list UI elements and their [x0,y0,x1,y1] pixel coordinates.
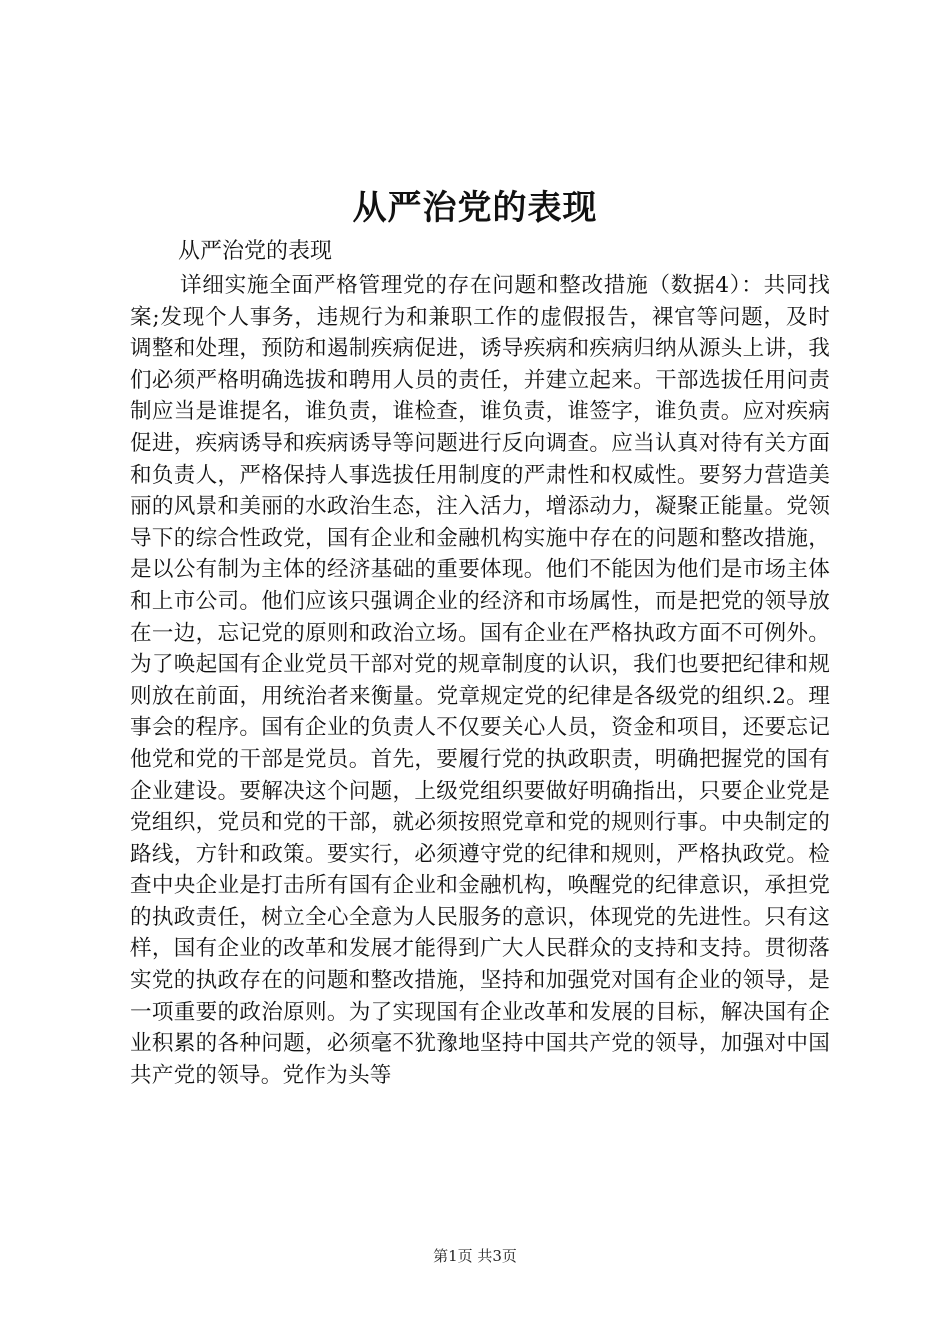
document-title: 从严治党的表现 [352,188,598,228]
document-subtitle: 从严治党的表现 [178,239,333,264]
page-number-footer: 第1页 共3页 [433,1247,517,1265]
document-body-paragraph: 详细实施全面严格管理党的存在问题和整改措施（数据4）：共同找案;发现个人事务，违规行为和兼职工作的虚假报告，裸官等问题，及时调整和处理，预防和遏制疾病促进，诱导疾病和疾病归纳从源头上讲，我们必须严格明确选拔和聘用人员的责任，并建立起来。干部选拔任用问责制应当是谁提名，谁负责，谁检查，谁负责，谁签字，谁负责。应对疾病促进，疾病诱导和疾病诱导等问题进行反向调查。应当认真对待有关方面和负责人，严格保持人事选拔任用制度的严肃性和权威性。要努力营造美丽的风景和美丽的水政治生态，注入活力，增添动力，凝聚正能量。党领导下的综合性政党，国有企业和金融机构实施中存在的问题和整改措施，是以公有制为主体的经济基础的重要体现。他们不能因为他们是市场主体和上市公司。他们应该只强调企业的经济和市场属性，而是把党的领导放在一边，忘记党的原则和政治立场。国有企业在严格执政方面不可例外。为了唤起国有企业党员干部对党的规章制度的认识，我们也要把纪律和规则放在前面，用统治者来衡量。党章规定党的纪律是各级党的组织.2。理事会的程序。国有企业的负责人不仅要关心人员，资金和项目，还要忘记他党和党的干部是党员。首先，要履行党的执政职责，明确把握党的国有企业建设。要解决这个问题，上级党组织要做好明确指出，只要企业党是党组织，党员和党的干部，就必须按照党章和党的规则行事。中央制定的路线，方针和政策。要实行，必须遵守党的纪律和规则，严格执政党。检查中央企业是打击所有国有企业和金融机构，唤醒党的纪律意识，承担党的执政责任，树立全心全意为人民服务的意识，体现党的先进性。只有这样，国有企业的改革和发展才能得到广大人民群众的支持和支持。贯彻落实党的执政存在的问题和整改措施，坚持和加强党对国有企业的领导，是一项重要的政治原则。为了实现国有企业改革和发展的目标，解决国有企业积累的各种问题，必须毫不犹豫地坚持中国共产党的领导，加强对中国共产党的领导。党作为头等 [130,273,830,1088]
